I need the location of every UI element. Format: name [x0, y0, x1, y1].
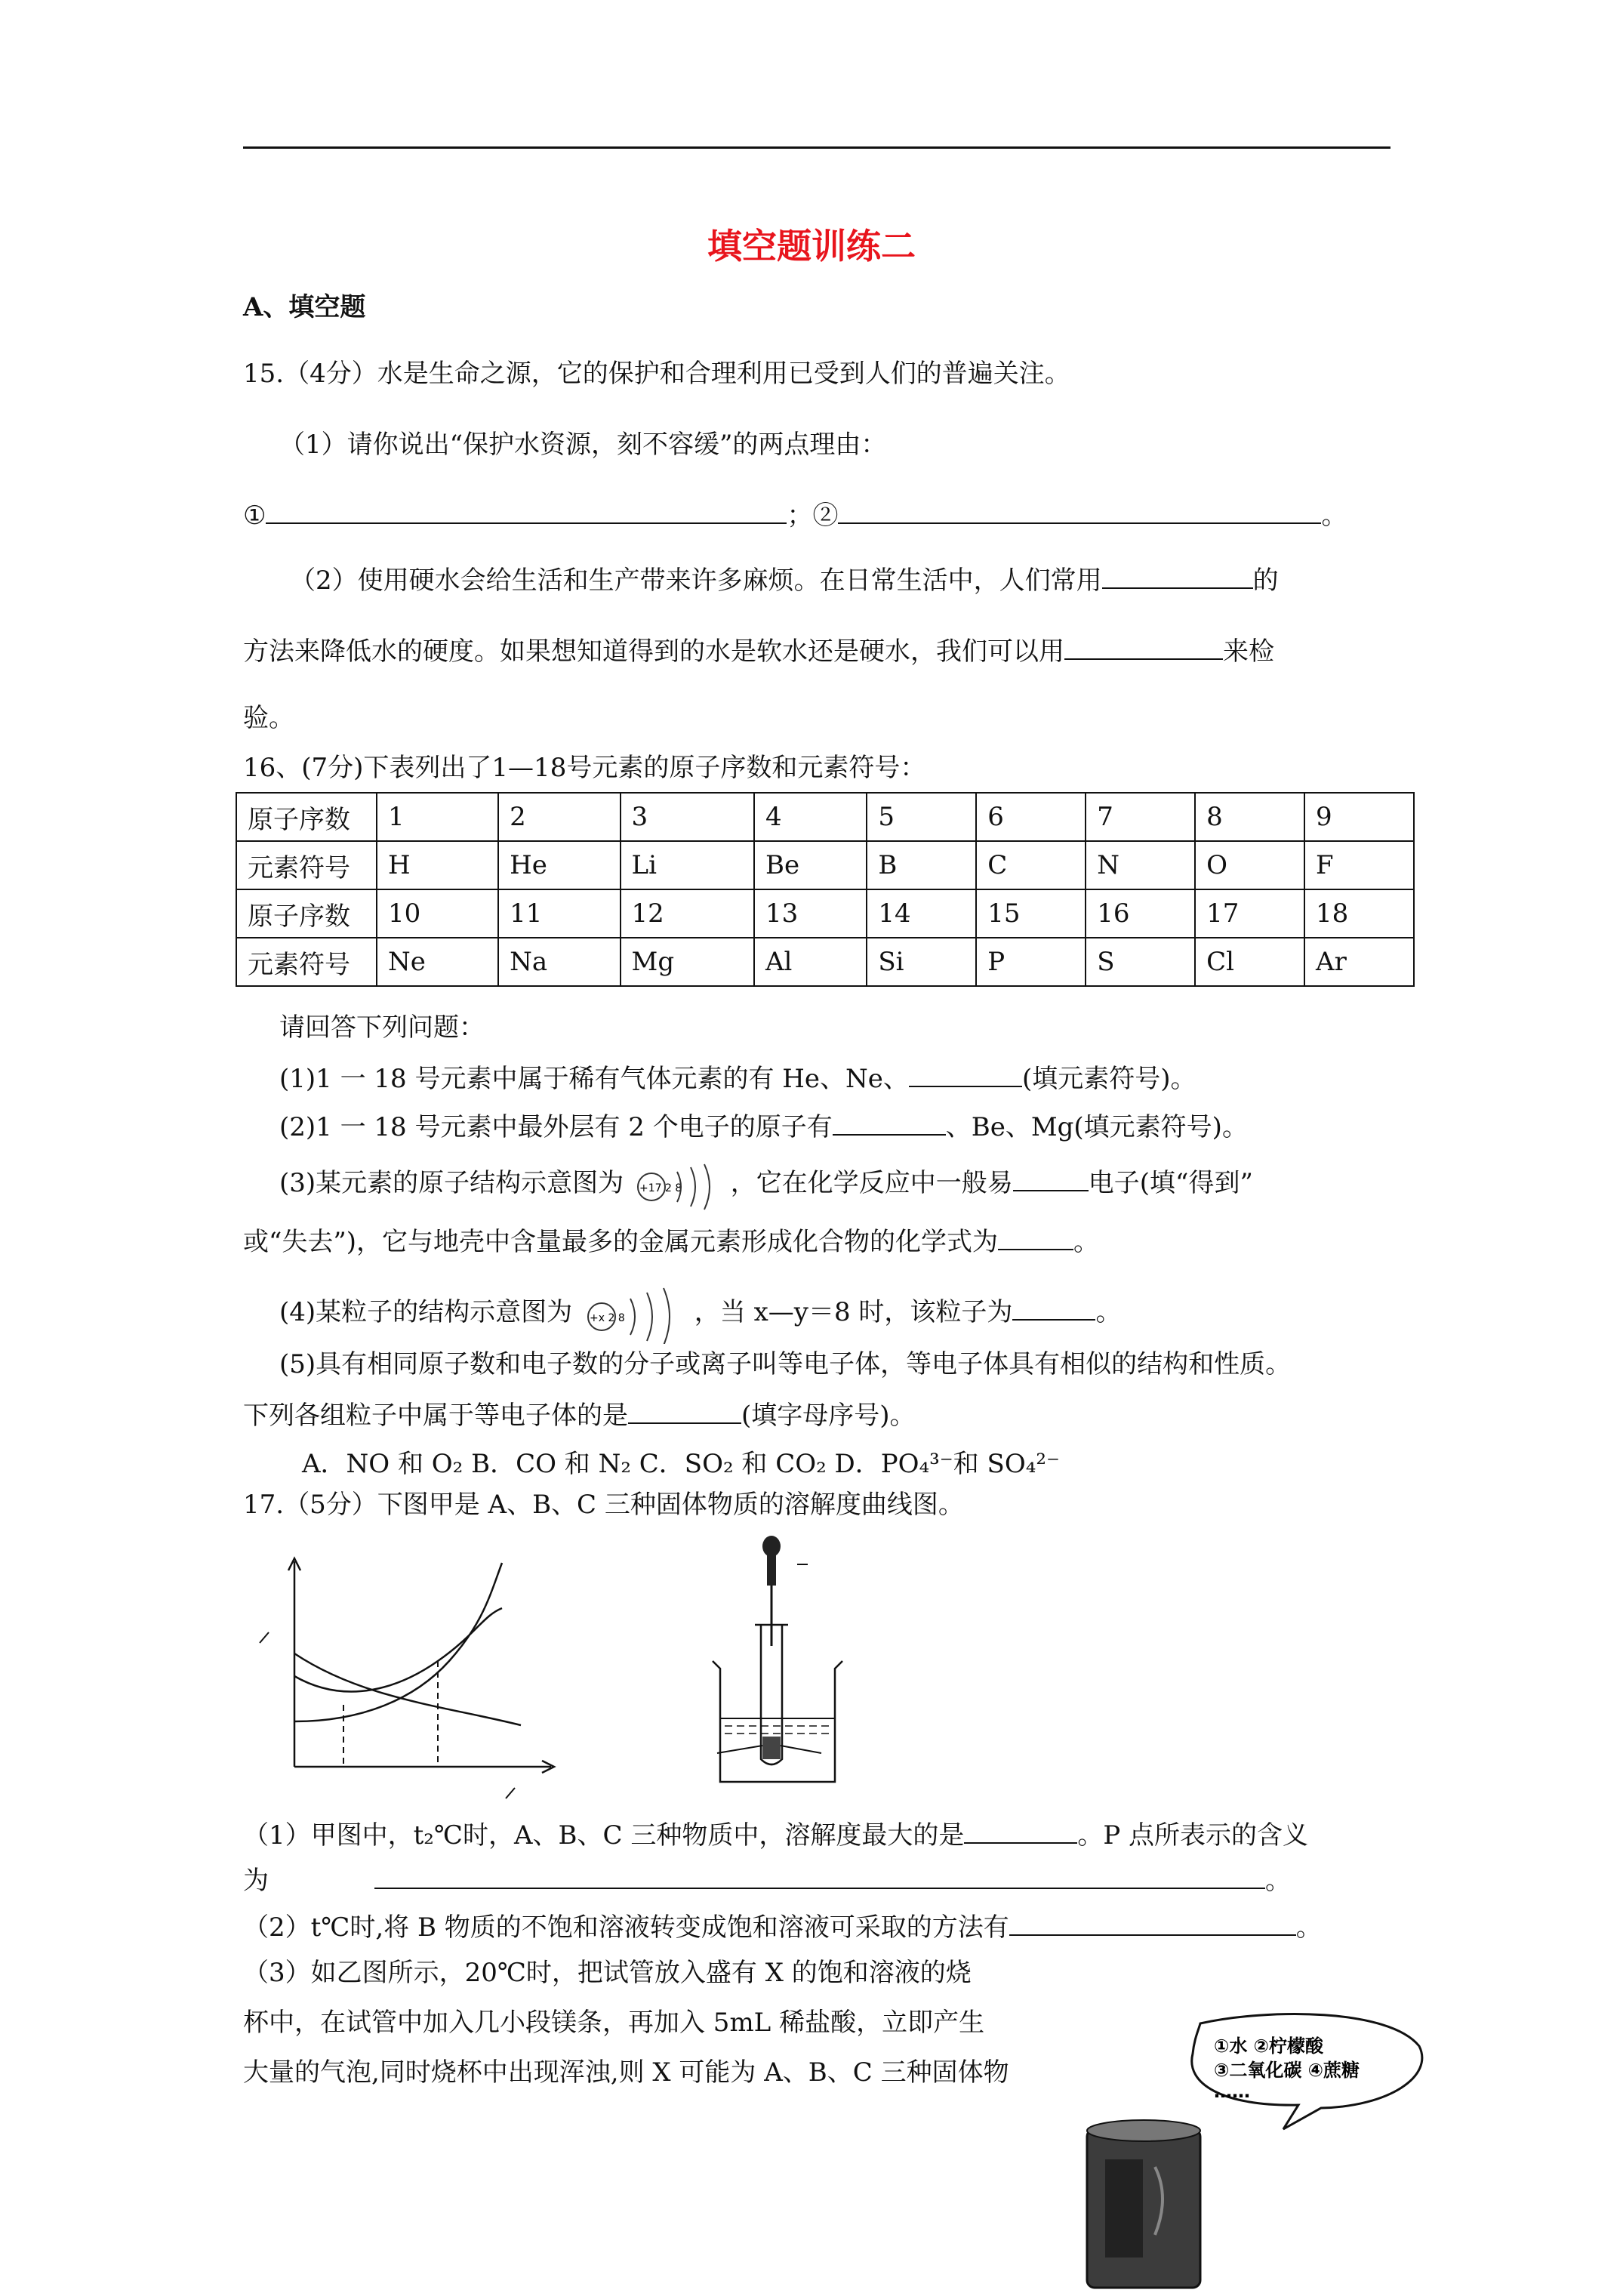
- q15-part2-text-a: （2）使用硬水会给生活和生产带来许多麻烦。在日常生活中，人们常用: [290, 566, 1102, 596]
- q15-part1: （1）请你说出“保护水资源，刻不容缓”的两点理由：: [279, 430, 887, 460]
- q17-part1-text-b: 。P 点所表示的含义: [1077, 1820, 1309, 1851]
- q16-blank1[interactable]: [909, 1060, 1022, 1087]
- q15-blank2[interactable]: [838, 497, 1321, 524]
- q15-part2-line1: [290, 562, 1279, 598]
- table-row: [236, 889, 1414, 938]
- bubble-line3: ……: [1214, 2081, 1250, 2102]
- table-cell: 15: [976, 889, 1086, 938]
- table-cell: O: [1195, 841, 1304, 889]
- q17-part1-text-c: 为: [243, 1866, 269, 1896]
- table-cell: 7: [1086, 793, 1195, 841]
- q16-sub5-text-c: (填字母序号)。: [741, 1401, 916, 1431]
- q16-blank3[interactable]: [1013, 1164, 1089, 1191]
- q16-sub3-text-b: ，它在化学反应中一般易: [730, 1168, 1013, 1198]
- q16-sub3: [279, 1158, 1253, 1211]
- table-cell: 4: [754, 793, 867, 841]
- bubble-line2: ③二氧化碳 ④蔗糖: [1214, 2060, 1360, 2081]
- q15-blank4[interactable]: [1064, 633, 1223, 660]
- table-cell: 6: [976, 793, 1086, 841]
- table-cell: 8: [1195, 793, 1304, 841]
- table-cell: 13: [754, 889, 867, 938]
- beaker-apparatus-figure: [702, 1533, 883, 1804]
- q16-sub3-text-c: 电子(填“得到”: [1088, 1168, 1253, 1198]
- soda-can-label: [1105, 2159, 1143, 2257]
- pointer-left: [717, 1746, 762, 1753]
- table-cell: 2: [498, 793, 620, 841]
- section-heading: A、填空题: [243, 292, 366, 322]
- q17-blank2[interactable]: [374, 1862, 1265, 1889]
- bubble-line1: ①水 ②柠檬酸: [1214, 2036, 1323, 2057]
- table-cell: 18: [1304, 889, 1414, 938]
- q17-part3-line1: （3）如乙图所示，20℃时，把试管放入盛有 X 的饱和溶液的烧: [243, 1958, 972, 1988]
- q16-sub2-text-a: (2)1 一 18 号元素中最外层有 2 个电子的原子有: [279, 1112, 833, 1142]
- q15-part2-text-c: 方法来降低水的硬度。如果想知道得到的水是软水还是硬水，我们可以用: [243, 636, 1064, 667]
- q17-blank3[interactable]: [1009, 1909, 1296, 1936]
- q16-sub3-text-e: 。: [1073, 1227, 1100, 1257]
- q15-blank3[interactable]: [1102, 562, 1253, 589]
- q17-part2-text-a: （2）t℃时,将 B 物质的不饱和溶液转变成饱和溶液可采取的方法有: [243, 1912, 1009, 1943]
- q17-part1-line2: [243, 1862, 1291, 1898]
- table-cell: Ne: [377, 938, 498, 986]
- table-cell: 17: [1195, 889, 1304, 938]
- q16-ask: 请回答下列问题：: [279, 1012, 485, 1043]
- q17-part3-line2: 杯中，在试管中加入几小段镁条，再加入 5mL 稀盐酸，立即产生: [243, 2008, 985, 2038]
- q15-part2-text-d: 来检: [1223, 636, 1274, 667]
- table-cell: P: [976, 938, 1086, 986]
- table-cell: 5: [867, 793, 976, 841]
- q15-answer-line: [243, 497, 1347, 533]
- q15-part2-line2: [243, 633, 1274, 669]
- q15-end: 。: [1321, 501, 1347, 531]
- table-cell: S: [1086, 938, 1195, 986]
- table-cell: Be: [754, 841, 867, 889]
- q15-sep: ；②: [787, 501, 839, 531]
- table-row-header: 原子序数: [236, 889, 377, 938]
- page-title: 填空题训练二: [707, 226, 916, 267]
- q16-sub3-text-d: 或“失去”)，它与地壳中含量最多的金属元素形成化合物的化学式为: [243, 1227, 999, 1257]
- q16-sub2: [279, 1108, 1248, 1145]
- pointer-right: [781, 1746, 821, 1753]
- table-cell: 14: [867, 889, 976, 938]
- q16-sub1-text-a: (1)1 一 18 号元素中属于稀有气体元素的有 He、Ne、: [279, 1064, 909, 1094]
- q15-mark1: ①: [243, 501, 266, 531]
- q15-part2-text-b: 的: [1252, 566, 1279, 596]
- soda-can-top: [1087, 2120, 1200, 2141]
- table-cell: F: [1304, 841, 1414, 889]
- table-row: [236, 938, 1414, 986]
- table-row-header: 元素符号: [236, 841, 377, 889]
- q17-part2: [243, 1909, 1322, 1945]
- q16-sub1-text-b: (填元素符号)。: [1021, 1064, 1196, 1094]
- table-cell: 1: [377, 793, 498, 841]
- header-rule: [243, 146, 1390, 149]
- q17-blank1[interactable]: [964, 1817, 1077, 1844]
- q16-sub5-line1: (5)具有相同原子数和电子数的分子或离子叫等电子体，等电子体具有相似的结构和性质。: [279, 1349, 1292, 1379]
- magnesium-pieces: [762, 1737, 781, 1759]
- table-cell: N: [1086, 841, 1195, 889]
- atom-structure-diagram-1: [632, 1158, 722, 1211]
- soda-can-figure: [1072, 2008, 1434, 2295]
- q17-stem: 17.（5分）下图甲是 A、B、C 三种固体物质的溶解度曲线图。: [243, 1490, 964, 1520]
- tick-mark-left: [260, 1632, 269, 1643]
- q16-sub4-text-c: 。: [1095, 1297, 1122, 1327]
- q16-blank2[interactable]: [833, 1108, 946, 1136]
- table-cell: Na: [498, 938, 620, 986]
- table-cell: Li: [621, 841, 754, 889]
- soda-can: [1087, 2129, 1200, 2288]
- solubility-curve-figure: [249, 1548, 581, 1804]
- q16-blank5[interactable]: [1012, 1293, 1095, 1321]
- table-cell: 16: [1086, 889, 1195, 938]
- table-cell: C: [976, 841, 1086, 889]
- q16-sub3-line2: [243, 1223, 1099, 1259]
- q17-part1-text-a: （1）甲图中，t₂℃时，A、B、C 三种物质中，溶解度最大的是: [243, 1820, 965, 1851]
- atom-structure-diagram-2: [581, 1284, 686, 1344]
- table-cell: H: [377, 841, 498, 889]
- q17-part1-line1: [243, 1817, 1308, 1853]
- element-table: [236, 792, 1415, 987]
- q16-sub2-text-b: 、Be、Mg(填元素符号)。: [945, 1112, 1248, 1142]
- q16-options: A．NO 和 O₂ B．CO 和 N₂ C．SO₂ 和 CO₂ D．PO₄³⁻和 SO₄²⁻: [302, 1449, 1060, 1479]
- table-row-header: 原子序数: [236, 793, 377, 841]
- table-cell: Cl: [1195, 938, 1304, 986]
- table-cell: Al: [754, 938, 867, 986]
- table-row: [236, 841, 1414, 889]
- table-cell: 3: [621, 793, 754, 841]
- q16-blank6[interactable]: [628, 1397, 741, 1424]
- dropper-bulb: [762, 1536, 781, 1557]
- dropper-neck: [767, 1555, 776, 1586]
- table-cell: 10: [377, 889, 498, 938]
- q16-sub4: [279, 1284, 1121, 1344]
- table-cell: 12: [621, 889, 754, 938]
- curve-moderate: [294, 1608, 502, 1691]
- table-cell: Si: [867, 938, 976, 986]
- q15-stem: 15.（4分）水是生命之源，它的保护和合理利用已受到人们的普遍关注。: [243, 359, 1070, 389]
- table-row: [236, 793, 1414, 841]
- table-cell: Ar: [1304, 938, 1414, 986]
- table-row-header: 元素符号: [236, 938, 377, 986]
- q16-sub4-text-b: ，当 x—y＝8 时，该粒子为: [694, 1297, 1013, 1327]
- q17-part3-line3: 大量的气泡,同时烧杯中出现浑浊,则 X 可能为 A、B、C 三种固体物: [243, 2057, 1009, 2088]
- q15-part2-line3: 验。: [243, 703, 294, 733]
- table-cell: 9: [1304, 793, 1414, 841]
- q16-sub5-text-b: 下列各组粒子中属于等电子体的是: [243, 1401, 628, 1431]
- q16-sub5-line2: [243, 1397, 916, 1433]
- atom-diagram-1-label: +17 2 8: [639, 1182, 682, 1194]
- q16-blank4[interactable]: [998, 1223, 1073, 1250]
- q16-sub1: [279, 1060, 1196, 1096]
- q15-blank1[interactable]: [266, 497, 787, 524]
- q16-sub3-text-a: (3)某元素的原子结构示意图为: [279, 1168, 624, 1198]
- table-cell: B: [867, 841, 976, 889]
- q16-sub4-text-a: (4)某粒子的结构示意图为: [279, 1297, 573, 1327]
- atom-diagram-2-label: +x 2 8: [589, 1312, 625, 1324]
- q17-part2-text-b: 。: [1295, 1912, 1322, 1943]
- table-cell: 11: [498, 889, 620, 938]
- table-cell: He: [498, 841, 620, 889]
- tick-mark-bottom: [506, 1788, 515, 1798]
- table-cell: Mg: [621, 938, 754, 986]
- q16-stem: 16、(7分)下表列出了1—18号元素的原子序数和元素符号：: [243, 753, 926, 783]
- q17-part1-text-d: 。: [1265, 1866, 1291, 1896]
